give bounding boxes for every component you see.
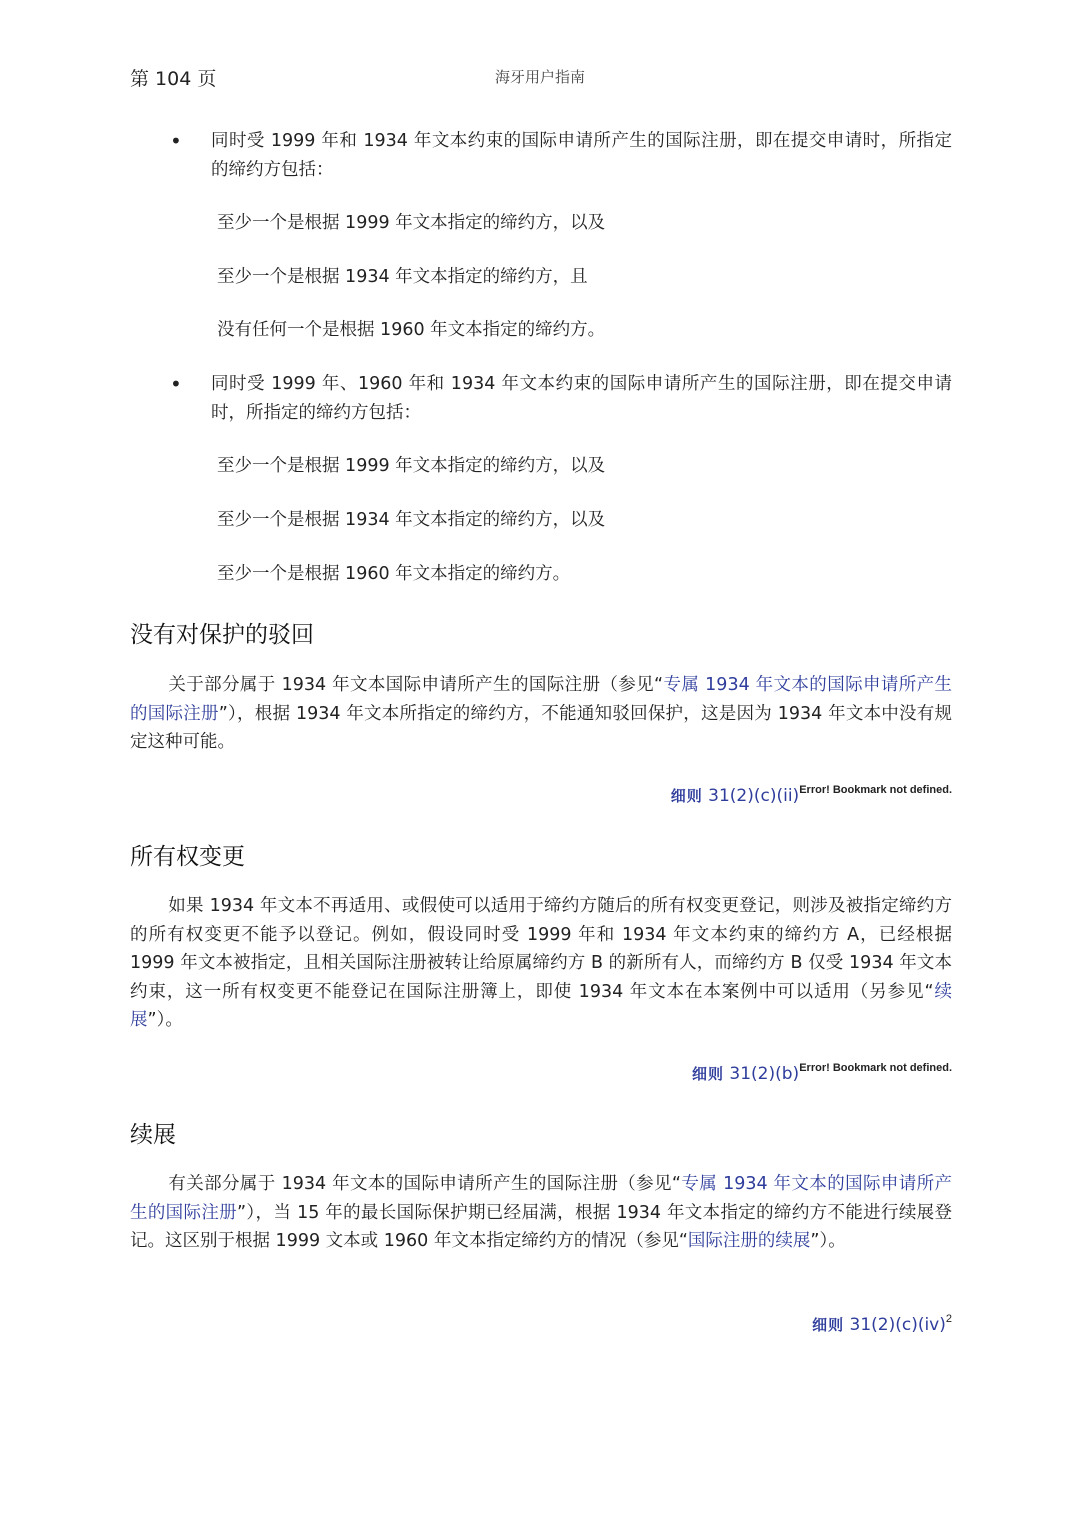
footnote-marker: 2: [945, 1313, 952, 1325]
document-title: 海牙用户指南: [494, 68, 585, 86]
cross-reference-link[interactable]: 续展: [130, 981, 953, 1030]
cross-reference-link[interactable]: 专属 1934 年文本的国际申请所产生的国际注册: [130, 675, 952, 724]
section-paragraph: 如果 1934 年文本不再适用、或假使可以适用于缔约方随后的所有权变更登记，则涉及被指定缔约方的所有权变更不能予以登记。例如，假设同时受 1999 年和 1934 年文本约束的缔约方 A，已经根据 1999 年文本被指定，且相关国际注册被转让给原属缔约方 B 的新所有人，而缔约方 B 仅受 1934 年文本约束，这一所有权变更不能登记在国际注册簿上，即使 1934 年文本在本案例中可以适用（另参见“续展”）。: [130, 896, 953, 1030]
sub-item: 没有任何一个是根据 1960 年文本指定的缔约方。: [217, 320, 606, 340]
section-heading: 续展: [130, 1122, 176, 1148]
bullet-text: 同时受 1999 年、1960 年和 1934 年文本约束的国际申请所产生的国际注册，即在提交申请时，所指定的缔约方包括：: [211, 374, 952, 423]
sub-item: 至少一个是根据 1999 年文本指定的缔约方，以及: [217, 456, 606, 476]
rule-reference: 细则 31(2)(c)(iv)$^2$: [812, 1313, 952, 1335]
section-paragraph: 有关部分属于 1934 年文本的国际申请所产生的国际注册（参见“专属 1934 年文本的国际申请所产生的国际注册”），当 15 年的最长国际保护期已经届满，根据 1934 年文本指定的缔约方不能进行续展登记。这区别于根据 1999 文本或 1960 年文本指定缔约方的情况（参见“国际注册的续展”）。: [130, 1174, 953, 1251]
page-number: 第 104 页: [130, 68, 217, 90]
bullet-icon: •: [170, 129, 182, 153]
rule-reference: 细则 $31(2)(b)^{Error! Bookmark not defined.}$: [692, 1062, 952, 1084]
bookmark-error-note: Error! Bookmark not defined.: [799, 1062, 952, 1074]
sub-item: 至少一个是根据 1934 年文本指定的缔约方，且: [217, 267, 588, 287]
sub-item: 至少一个是根据 1934 年文本指定的缔约方，以及: [217, 510, 606, 530]
sub-item: 至少一个是根据 1999 年文本指定的缔约方，以及: [217, 213, 606, 233]
section-heading: 所有权变更: [130, 844, 245, 870]
section-heading: 没有对保护的驳回: [130, 622, 314, 648]
section-paragraph: 关于部分属于 1934 年文本国际申请所产生的国际注册（参见“专属 1934 年文本的国际申请所产生的国际注册”），根据 1934 年文本所指定的缔约方，不能通知驳回保护，这是因为 1934 年文本中没有规定这种可能。: [130, 675, 953, 752]
sub-item: 至少一个是根据 1960 年文本指定的缔约方。: [217, 564, 571, 584]
bookmark-error-note: Error! Bookmark not defined.: [799, 784, 952, 796]
bullet-text: 同时受 1999 年和 1934 年文本约束的国际申请所产生的国际注册，即在提交申请时，所指定的缔约方包括：: [211, 131, 952, 180]
cross-reference-link[interactable]: 国际注册的续展: [687, 1231, 811, 1251]
rule-reference: 细则 31(2)(c)(ii)$^{Error! Bookmark not defined.}$: [670, 784, 952, 806]
page-header: [130, 64, 950, 94]
bullet-icon: •: [170, 372, 182, 396]
cross-reference-link[interactable]: 专属 1934 年文本的国际申请所产生的国际注册: [130, 1174, 952, 1223]
